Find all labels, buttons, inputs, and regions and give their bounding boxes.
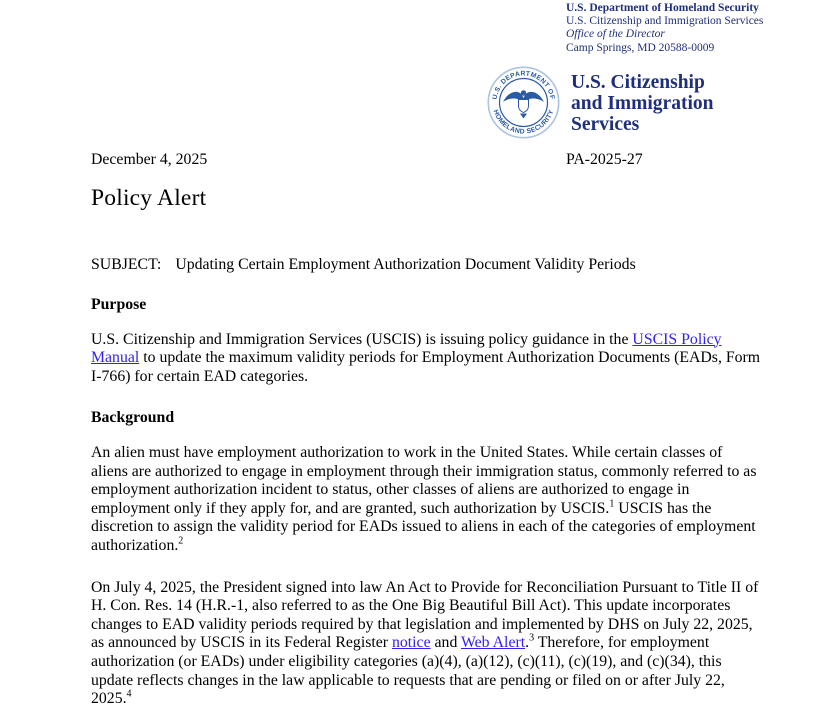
paragraph (91, 444, 763, 556)
text-run: An alien must have employment authorization to work in the United States. While certain classes of aliens are authorized to engage in employment through their immigration status, commonly referred to as employment authorization incident to status, other classes of aliens are authorized to engage in employment only if they apply for, and are granted, such authorization by USCIS. (91, 443, 757, 517)
dhs-seal-icon (487, 66, 560, 139)
uscis-wordmark (571, 72, 713, 135)
section-heading-background: Background (91, 409, 175, 427)
text-run: U.S. Citizenship and Immigration Services (USCIS) is issuing policy guidance in the (91, 330, 633, 348)
letterhead-agency: U.S. Citizenship and Immigration Services (566, 15, 764, 28)
page-title: Policy Alert (91, 185, 207, 211)
policy-alert-number: PA-2025-27 (566, 151, 643, 168)
paragraph (91, 579, 763, 709)
section-heading-purpose: Purpose (91, 296, 147, 313)
link-notice[interactable]: notice (391, 634, 431, 652)
subject-label: SUBJECT: (91, 256, 162, 273)
letterhead-office: Office of the Director (566, 28, 665, 41)
document-body (91, 296, 763, 715)
seal-bottom-text: HOMELAND SECURITY (491, 108, 556, 136)
wordmark-line-3: Services (571, 114, 640, 135)
wordmark-line-1: U.S. Citizenship (571, 72, 705, 93)
text-run: Therefore, for employment authorization (or EADs) under eligibility categories (a)(4), (a)(12), (c)(11), (c)(19), and (c)(34), this update reflects changes in the law applicable to requests that are pending or filed on or after July 22, 2025. (91, 634, 725, 708)
wordmark-line-2: and Immigration (571, 93, 714, 114)
subject-line (91, 256, 636, 274)
letterhead (566, 2, 763, 55)
link-web-alert[interactable]: Web Alert (461, 634, 526, 652)
text-run: to update the maximum validity periods for Employment Authorization Documents (EADs, Form I-766) for certain EAD categories. (91, 349, 761, 385)
footnote-ref-4: 4 (126, 688, 132, 700)
link-uscis-policy-manual[interactable]: USCIS Policy Manual (91, 330, 722, 367)
uscis-logo (487, 66, 713, 139)
document-date: December 4, 2025 (91, 151, 208, 168)
footnote-ref-2: 2 (178, 535, 184, 547)
letterhead-department: U.S. Department of Homeland Security (566, 2, 759, 14)
footnote-ref-1: 1 (609, 498, 615, 510)
text-run: On July 4, 2025, the President signed into law An Act to Provide for Reconciliation Pursuant to Title II of H. Con. Res. 14 (H.R.-1, also referred to as the One Big Beautiful Bill Act). This update incorporates changes to EAD validity periods required by that legislation and implemented by DHS on July 22, 2025, as announced by USCIS in its Federal Register (91, 578, 759, 652)
text-run: USCIS has the discretion to assign the validity period for EADs issued to aliens in each of the categories of employment authorization. (91, 499, 756, 554)
paragraph (91, 331, 763, 387)
seal-top-text: U.S. DEPARTMENT OF (491, 70, 556, 101)
footnote-ref-3: 3 (529, 633, 535, 645)
text-run: and (430, 634, 462, 652)
subject-text: Updating Certain Employment Authorization Document Validity Periods (175, 256, 636, 273)
letterhead-address: Camp Springs, MD 20588-0009 (566, 41, 715, 54)
text-run: . (525, 634, 530, 652)
